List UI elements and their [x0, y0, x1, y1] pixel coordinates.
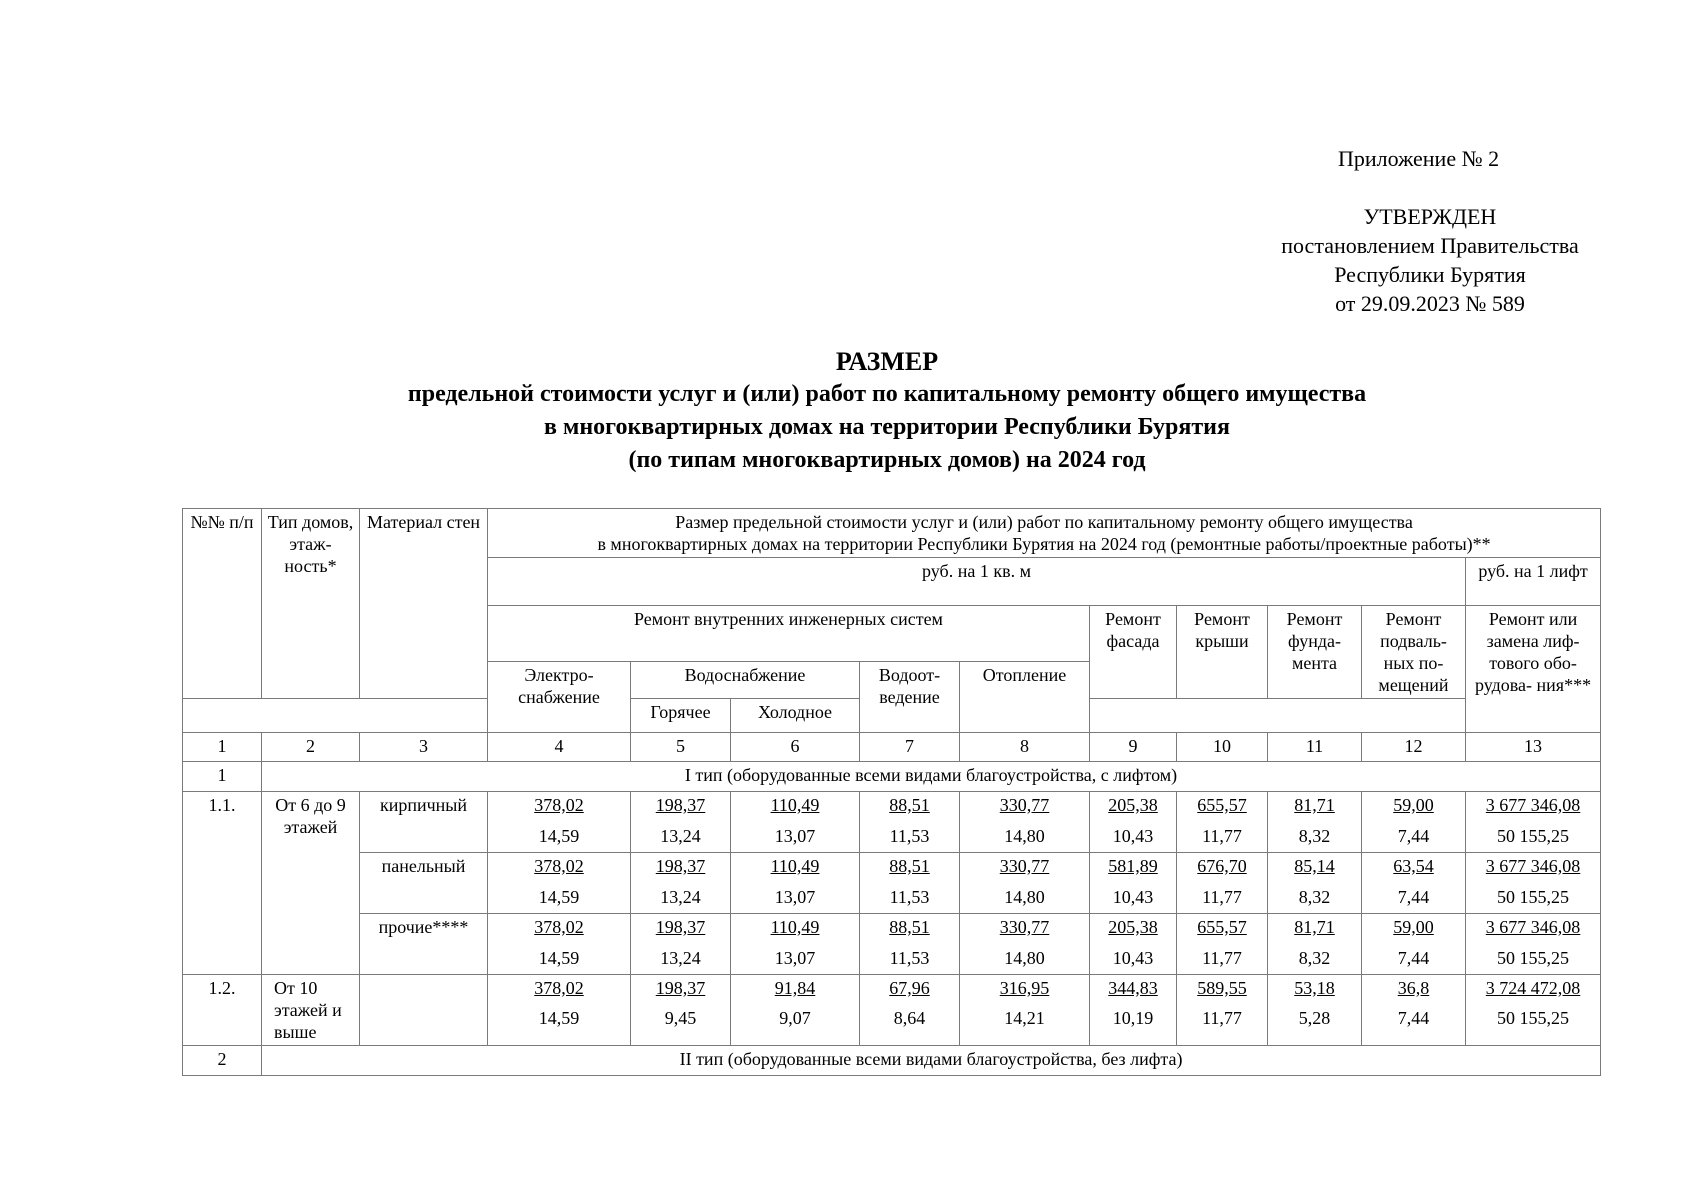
- header-per-sqm: руб. на 1 кв. м: [488, 558, 1466, 606]
- row-type: От 10 этажей и выше: [262, 975, 360, 1046]
- value-design: 7,44: [1362, 823, 1466, 853]
- row-material: панельный: [360, 853, 488, 914]
- value-design: 8,32: [1268, 884, 1362, 914]
- header-material: Материал стен: [360, 509, 488, 699]
- title-line-1: РАЗМЕР: [835, 347, 939, 376]
- header-spacer-2: [1090, 699, 1466, 733]
- value-repair: 589,55: [1177, 975, 1268, 1005]
- value-design: 8,64: [860, 1005, 960, 1046]
- value-repair: 67,96: [860, 975, 960, 1005]
- value-design: 13,24: [631, 945, 731, 975]
- header-num: №№ п/п: [183, 509, 262, 699]
- value-repair: 91,84: [731, 975, 860, 1005]
- section-row-2: [183, 1046, 1601, 1076]
- column-numbers-row: [183, 733, 1601, 762]
- value-repair: 198,37: [631, 792, 731, 823]
- col-number: 8: [960, 733, 1090, 762]
- value-repair: 378,02: [488, 792, 631, 823]
- col-number: 7: [860, 733, 960, 762]
- value-repair: 198,37: [631, 914, 731, 945]
- header-size-line-1: Размер предельной стоимости услуг и (или) работ по капитальному ремонту общего имущества: [675, 512, 1413, 532]
- approved-date: от 29.09.2023 № 589: [1335, 291, 1525, 316]
- value-design: 50 155,25: [1466, 884, 1601, 914]
- value-design: 8,32: [1268, 823, 1362, 853]
- value-repair: 59,00: [1362, 914, 1466, 945]
- value-design: 11,77: [1177, 945, 1268, 975]
- col-number: 12: [1362, 733, 1466, 762]
- header-heating: Отопление: [960, 662, 1090, 733]
- value-repair: 655,57: [1177, 914, 1268, 945]
- value-design: 11,77: [1177, 823, 1268, 853]
- value-repair: 110,49: [731, 914, 860, 945]
- section-num: 2: [183, 1046, 262, 1076]
- value-design: 13,24: [631, 884, 731, 914]
- value-repair: 330,77: [960, 792, 1090, 823]
- header-size: [488, 509, 1601, 558]
- value-repair: 3 724 472,08: [1466, 975, 1601, 1005]
- approved-authority: Республики Бурятия: [1334, 262, 1526, 287]
- value-design: 14,59: [488, 884, 631, 914]
- col-number: 11: [1268, 733, 1362, 762]
- value-design: 11,53: [860, 884, 960, 914]
- value-design: 11,53: [860, 823, 960, 853]
- value-design: 7,44: [1362, 884, 1466, 914]
- value-repair: 344,83: [1090, 975, 1177, 1005]
- value-design: 14,80: [960, 823, 1090, 853]
- value-repair: 3 677 346,08: [1466, 853, 1601, 884]
- value-design: 14,59: [488, 945, 631, 975]
- approved-word: УТВЕРЖДЕН: [1363, 204, 1497, 229]
- value-repair: 378,02: [488, 853, 631, 884]
- value-repair: 88,51: [860, 792, 960, 823]
- row-num: 1.1.: [183, 792, 262, 975]
- value-repair: 3 677 346,08: [1466, 792, 1601, 823]
- value-design: 14,80: [960, 945, 1090, 975]
- value-design: 13,24: [631, 823, 731, 853]
- value-design: 10,43: [1090, 884, 1177, 914]
- header-per-lift: руб. на 1 лифт: [1466, 558, 1601, 606]
- value-repair: 655,57: [1177, 792, 1268, 823]
- col-number: 1: [183, 733, 262, 762]
- header-foundation: Ремонт фунда- мента: [1268, 606, 1362, 699]
- table-row: [183, 853, 1601, 884]
- value-repair: 330,77: [960, 853, 1090, 884]
- header-hot: Горячее: [631, 699, 731, 733]
- value-repair: 88,51: [860, 914, 960, 945]
- value-design: 10,19: [1090, 1005, 1177, 1046]
- col-number: 13: [1466, 733, 1601, 762]
- value-design: 14,59: [488, 823, 631, 853]
- value-design: 7,44: [1362, 1005, 1466, 1046]
- value-repair: 53,18: [1268, 975, 1362, 1005]
- value-design: 50 155,25: [1466, 823, 1601, 853]
- section-label: I тип (оборудованные всеми видами благоустройства, с лифтом): [262, 762, 1601, 792]
- value-repair: 81,71: [1268, 792, 1362, 823]
- row-type: От 6 до 9 этажей: [262, 792, 360, 975]
- value-repair: 316,95: [960, 975, 1090, 1005]
- value-repair: 205,38: [1090, 914, 1177, 945]
- header-water: Водоснабжение: [631, 662, 860, 699]
- value-repair: 36,8: [1362, 975, 1466, 1005]
- value-repair: 59,00: [1362, 792, 1466, 823]
- value-design: 11,53: [860, 945, 960, 975]
- value-design: 14,80: [960, 884, 1090, 914]
- header-size-line-2: в многоквартирных домах на территории Республики Бурятия на 2024 год (ремонтные работы/проектные работы)**: [597, 534, 1491, 554]
- header-roof: Ремонт крыши: [1177, 606, 1268, 699]
- value-repair: 3 677 346,08: [1466, 914, 1601, 945]
- row-material: [360, 975, 488, 1046]
- value-repair: 85,14: [1268, 853, 1362, 884]
- col-number: 9: [1090, 733, 1177, 762]
- col-number: 6: [731, 733, 860, 762]
- value-repair: 378,02: [488, 914, 631, 945]
- value-repair: 378,02: [488, 975, 631, 1005]
- value-repair: 110,49: [731, 853, 860, 884]
- header-internal-systems: Ремонт внутренних инженерных систем: [488, 606, 1090, 662]
- value-design: 8,32: [1268, 945, 1362, 975]
- value-design: 9,45: [631, 1005, 731, 1046]
- value-design: 14,21: [960, 1005, 1090, 1046]
- header-drain: Водоот- ведение: [860, 662, 960, 733]
- table-row: [183, 975, 1601, 1005]
- value-design: 9,07: [731, 1005, 860, 1046]
- header-lift: Ремонт или замена лиф- тового обо- рудова- ния***: [1466, 606, 1601, 733]
- table-row: [183, 792, 1601, 823]
- row-material: кирпичный: [360, 792, 488, 853]
- col-number: 10: [1177, 733, 1268, 762]
- header-spacer: [183, 699, 488, 733]
- col-number: 3: [360, 733, 488, 762]
- value-design: 11,77: [1177, 884, 1268, 914]
- header-facade: Ремонт фасада: [1090, 606, 1177, 699]
- value-repair: 88,51: [860, 853, 960, 884]
- value-repair: 330,77: [960, 914, 1090, 945]
- appendix-label: Приложение № 2: [1338, 146, 1500, 171]
- header-type: Тип домов, этаж- ность*: [262, 509, 360, 699]
- document-title: [0, 345, 1698, 477]
- row-material: прочие****: [360, 914, 488, 975]
- value-repair: 205,38: [1090, 792, 1177, 823]
- title-line-4: (по типам многоквартирных домов) на 2024 год: [628, 447, 1146, 473]
- value-design: 10,43: [1090, 823, 1177, 853]
- value-design: 14,59: [488, 1005, 631, 1046]
- value-design: 13,07: [731, 945, 860, 975]
- approval-block: [1230, 202, 1630, 318]
- table-row: [183, 914, 1601, 945]
- title-line-2: предельной стоимости услуг и (или) работ по капитальному ремонту общего имущества: [407, 381, 1367, 407]
- value-repair: 110,49: [731, 792, 860, 823]
- value-repair: 63,54: [1362, 853, 1466, 884]
- col-number: 2: [262, 733, 360, 762]
- header-basement: Ремонт подваль- ных по- мещений: [1362, 606, 1466, 699]
- value-repair: 676,70: [1177, 853, 1268, 884]
- value-repair: 581,89: [1090, 853, 1177, 884]
- value-repair: 198,37: [631, 853, 731, 884]
- col-number: 5: [631, 733, 731, 762]
- value-design: 50 155,25: [1466, 945, 1601, 975]
- approved-by: постановлением Правительства: [1281, 233, 1579, 258]
- section-row-1: [183, 762, 1601, 792]
- value-design: 50 155,25: [1466, 1005, 1601, 1046]
- title-line-3: в многоквартирных домах на территории Республики Бурятия: [544, 414, 1230, 440]
- value-design: 5,28: [1268, 1005, 1362, 1046]
- value-repair: 198,37: [631, 975, 731, 1005]
- value-design: 13,07: [731, 823, 860, 853]
- col-number: 4: [488, 733, 631, 762]
- header-electric: Электро- снабжение: [488, 662, 631, 733]
- value-design: 7,44: [1362, 945, 1466, 975]
- header-row-1: [183, 509, 1601, 558]
- cost-table: [182, 508, 1601, 1076]
- value-design: 11,77: [1177, 1005, 1268, 1046]
- value-repair: 81,71: [1268, 914, 1362, 945]
- section-label: II тип (оборудованные всеми видами благоустройства, без лифта): [262, 1046, 1601, 1076]
- row-num: 1.2.: [183, 975, 262, 1046]
- value-design: 13,07: [731, 884, 860, 914]
- value-design: 10,43: [1090, 945, 1177, 975]
- section-num: 1: [183, 762, 262, 792]
- header-cold: Холодное: [731, 699, 860, 733]
